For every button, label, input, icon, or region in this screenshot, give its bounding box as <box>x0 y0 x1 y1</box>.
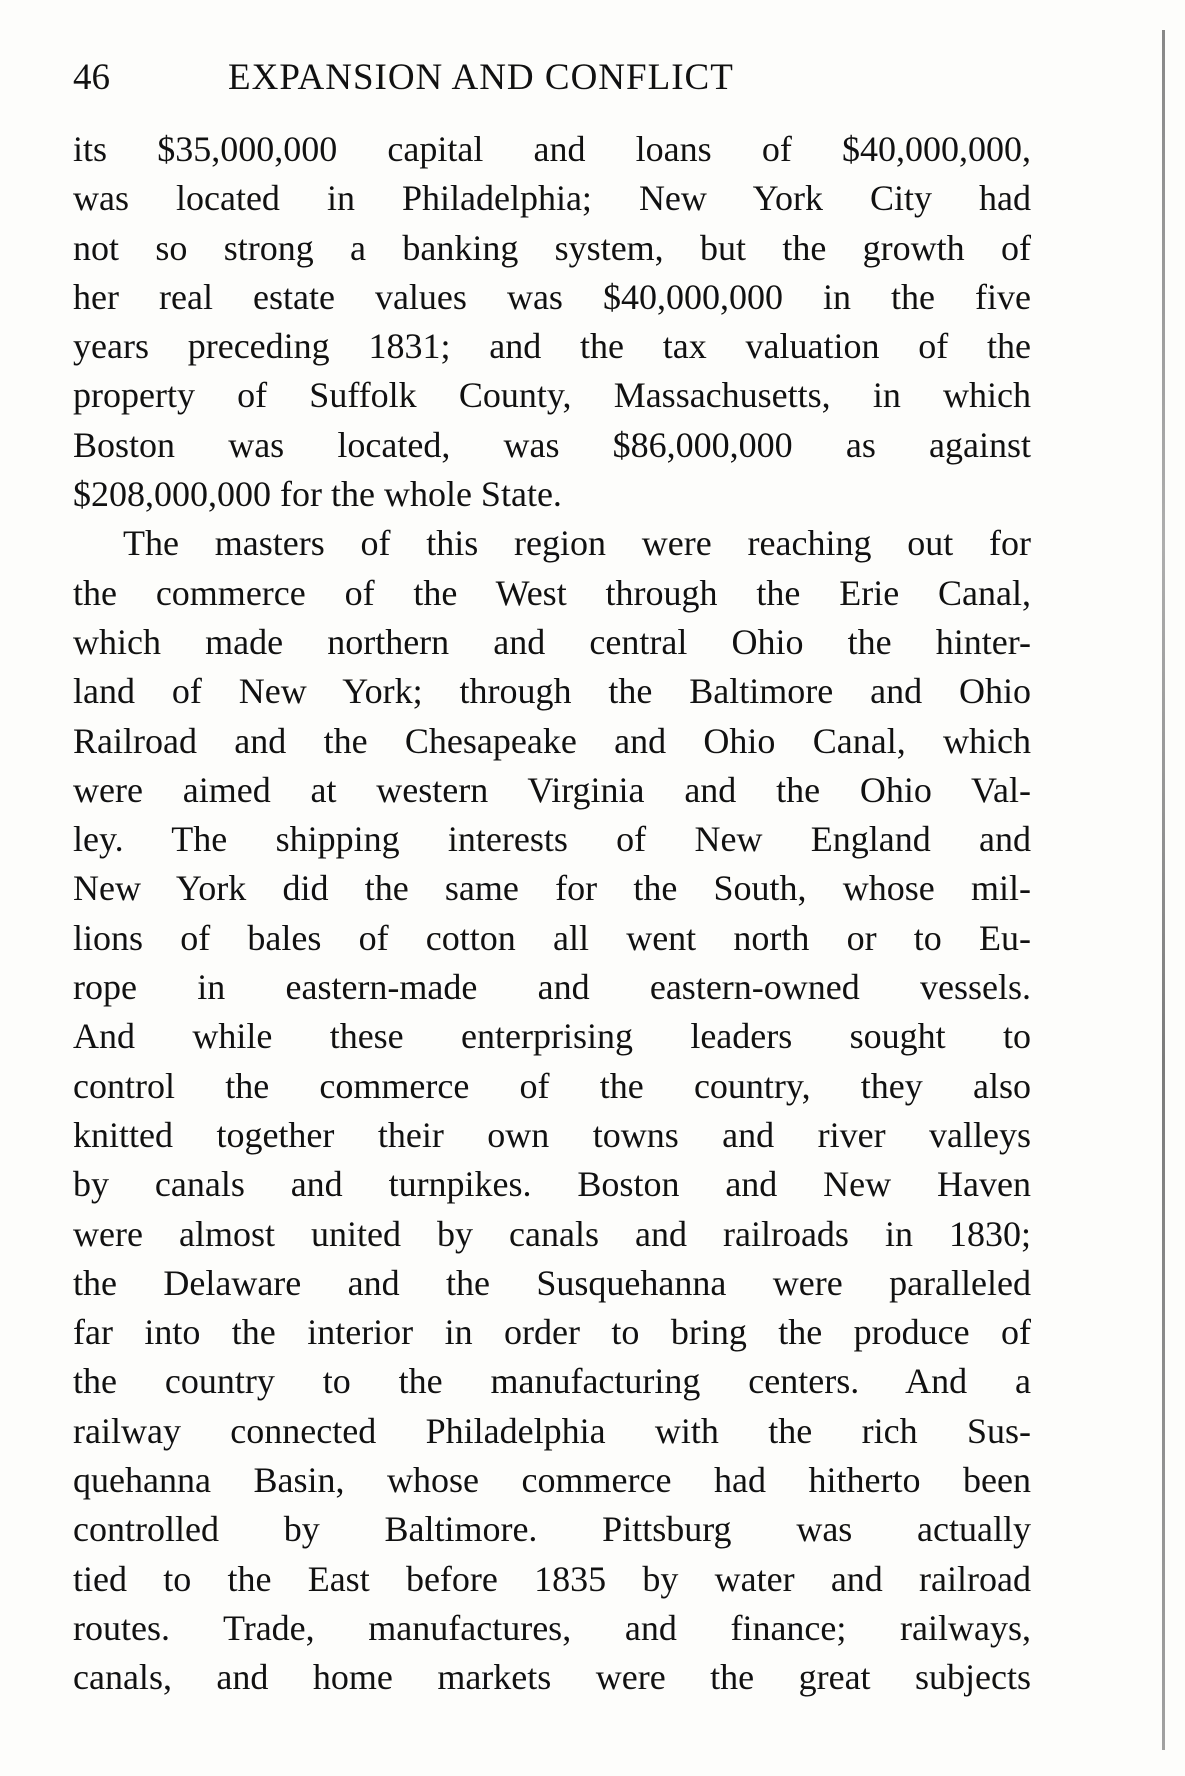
text-line: control the commerce of the country, they also <box>73 1065 1031 1106</box>
text-line: was located in Philadelphia; New York City had <box>73 178 1031 219</box>
paragraph-2 <box>73 519 1031 1702</box>
text-line: routes. Trade, manufactures, and finance; railways, <box>73 1607 1031 1648</box>
text-line: her real estate values was $40,000,000 in the five <box>73 276 1031 317</box>
text-line: And while these enterprising leaders sought to <box>73 1016 1031 1057</box>
text-line: years preceding 1831; and the tax valuation of the <box>73 326 1031 367</box>
body-text <box>73 125 1031 1703</box>
text-line: railway connected Philadelphia with the rich Sus- <box>73 1410 1031 1451</box>
text-line: New York did the same for the South, whose mil- <box>73 868 1031 909</box>
text-line: its $35,000,000 capital and loans of $40,000,000, <box>73 129 1031 169</box>
text-line: by canals and turnpikes. Boston and New Haven <box>73 1164 1031 1205</box>
text-line: quehanna Basin, whose commerce had hitherto been <box>73 1460 1031 1501</box>
text-line: land of New York; through the Baltimore and Ohio <box>73 671 1031 712</box>
text-line: lions of bales of cotton all went north or to Eu- <box>73 917 1031 958</box>
text-line: the commerce of the West through the Erie Canal, <box>73 572 1031 613</box>
text-line: Boston was located, was $86,000,000 as against <box>73 424 1031 465</box>
page-edge-shadow <box>1162 30 1165 1750</box>
text-line: property of Suffolk County, Massachusetts, in which <box>73 375 1031 416</box>
text-line: the country to the manufacturing centers. And a <box>73 1361 1031 1402</box>
text-line: controlled by Baltimore. Pittsburg was actually <box>73 1509 1031 1550</box>
text-line: rope in eastern-made and eastern-owned vessels. <box>73 967 1031 1008</box>
paragraph-1 <box>73 125 1031 519</box>
text-line: far into the interior in order to bring the produce of <box>73 1312 1031 1353</box>
text-line: the Delaware and the Susquehanna were paralleled <box>73 1262 1031 1303</box>
running-title: EXPANSION AND CONFLICT <box>228 57 734 98</box>
text-line: which made northern and central Ohio the hinter- <box>73 621 1031 662</box>
text-line: were aimed at western Virginia and the Ohio Val- <box>73 769 1031 810</box>
text-line: ley. The shipping interests of New England and <box>73 819 1031 860</box>
text-line: not so strong a banking system, but the growth of <box>73 227 1031 268</box>
text-line: knitted together their own towns and river valleys <box>73 1114 1031 1155</box>
text-line: were almost united by canals and railroads in 1830; <box>73 1213 1031 1254</box>
text-line: The masters of this region were reaching out for <box>123 523 1031 564</box>
running-head <box>73 50 1033 106</box>
text-line: Railroad and the Chesapeake and Ohio Canal, which <box>73 720 1031 761</box>
text-line: tied to the East before 1835 by water and railroad <box>73 1558 1031 1599</box>
text-line: $208,000,000 for the whole State. <box>73 474 562 515</box>
page-number: 46 <box>73 57 110 98</box>
text-line: canals, and home markets were the great subjects <box>73 1657 1031 1698</box>
